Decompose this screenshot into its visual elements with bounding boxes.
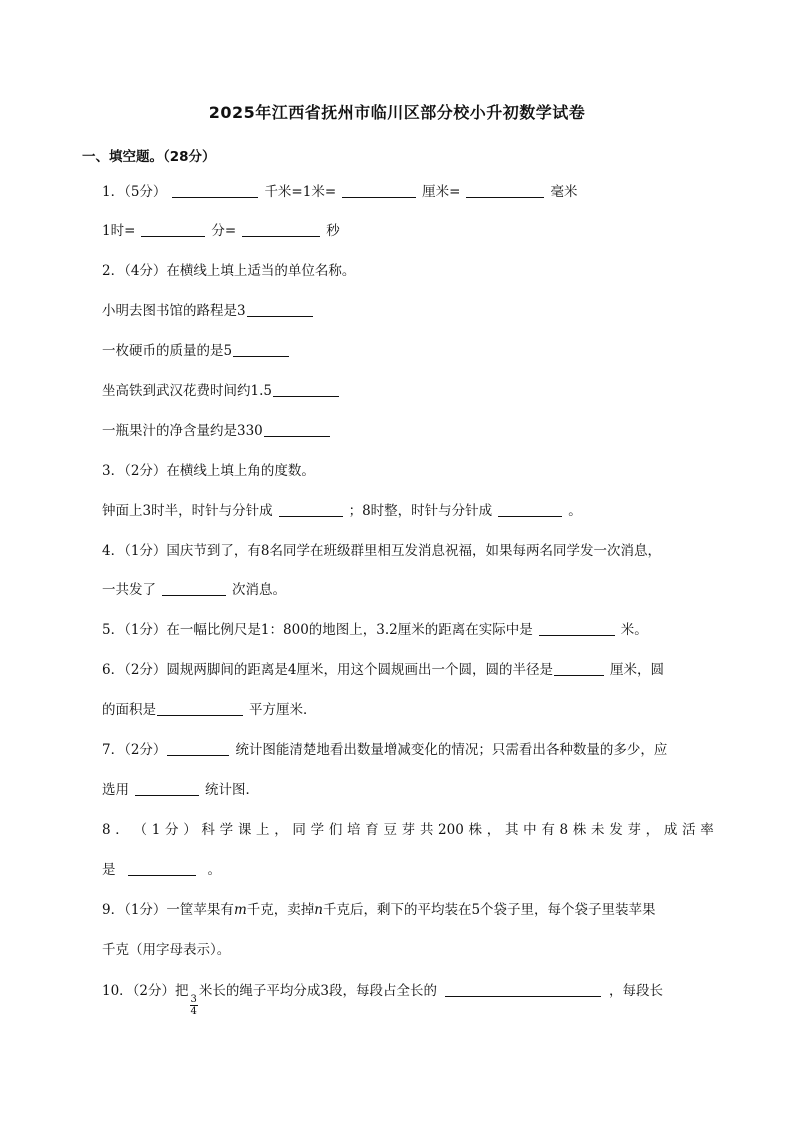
q8-char: 上 bbox=[256, 822, 270, 838]
variable-m: m bbox=[233, 902, 247, 918]
answer-blank[interactable] bbox=[162, 581, 226, 596]
q3-text: 钟面上3时半，时针与分针成 bbox=[102, 503, 273, 519]
q1-prefix: 1．（5分） bbox=[102, 184, 167, 200]
q6-text: 的面积是 bbox=[102, 702, 156, 718]
question-6-line-2 bbox=[102, 700, 317, 720]
q7-text: 7．（2分） bbox=[102, 742, 167, 758]
question-2-prompt: 2．（4分）在横线上填上适当的单位名称。 bbox=[102, 263, 356, 279]
answer-blank[interactable] bbox=[264, 422, 330, 437]
answer-blank[interactable] bbox=[242, 222, 320, 237]
answer-blank[interactable] bbox=[498, 502, 562, 517]
q1-text: 分= bbox=[211, 223, 237, 239]
question-8-line-1 bbox=[102, 820, 714, 840]
q8-char: 豆 bbox=[383, 822, 397, 838]
question-7-line-1 bbox=[102, 740, 667, 760]
question-7-line-2 bbox=[102, 780, 259, 800]
q8-char: 活 bbox=[682, 822, 696, 838]
question-8-line-2 bbox=[102, 860, 221, 880]
q8-char: 芽 bbox=[627, 822, 641, 838]
q8-char: 中 bbox=[523, 822, 537, 838]
q6-text: 平方厘米． bbox=[249, 702, 317, 718]
q7-text: 统计图能清楚地看出数量增减变化的情况；只需看出各种数量的多少，应 bbox=[235, 742, 668, 758]
q8-char: 同 bbox=[292, 822, 306, 838]
q8-char: 科 bbox=[201, 822, 215, 838]
q5-text: 5．（1分）在一幅比例尺是1：800的地图上，3.2厘米的距离在实际中是 bbox=[102, 622, 533, 638]
q3-text: 。 bbox=[568, 503, 582, 519]
fraction-denominator: 4 bbox=[190, 1006, 197, 1017]
q8-char: 8 bbox=[559, 822, 569, 838]
q9-text: 9．（1分）一筐苹果有 bbox=[102, 902, 234, 918]
q8-char: 培 bbox=[347, 822, 361, 838]
q8-char: 8 bbox=[102, 822, 111, 838]
answer-blank[interactable] bbox=[279, 502, 343, 517]
answer-blank[interactable] bbox=[135, 781, 199, 796]
q8-char: （ bbox=[133, 822, 147, 838]
q8-char: 率 bbox=[700, 822, 714, 838]
q1-text: 毫米 bbox=[550, 184, 578, 200]
q8-char: 株 bbox=[468, 822, 483, 838]
q10-text: ，每段长 bbox=[609, 983, 663, 999]
q8-char: 发 bbox=[609, 822, 623, 838]
q9-text: 千克，卖掉 bbox=[246, 902, 315, 918]
q8-char: 共 bbox=[419, 822, 434, 838]
question-1-line-2 bbox=[102, 221, 340, 241]
q1-text: 千米=1米= bbox=[264, 184, 337, 200]
q6-text: 厘米，圆 bbox=[610, 662, 665, 678]
answer-blank[interactable] bbox=[172, 183, 258, 198]
q8-char: ， bbox=[645, 822, 660, 838]
q8-char: 株 bbox=[572, 822, 587, 838]
answer-blank[interactable] bbox=[233, 342, 289, 357]
q10-text: 米长的绳子平均分成3段，每段占全长的 bbox=[198, 983, 437, 999]
q5-text: 米。 bbox=[620, 622, 648, 638]
question-6-line-1 bbox=[102, 660, 664, 680]
q1-text: 1时= bbox=[102, 223, 136, 239]
q4-text: 一共发了 bbox=[102, 582, 156, 598]
question-5 bbox=[102, 620, 648, 640]
q8-char: 课 bbox=[237, 822, 252, 838]
q8-char: 其 bbox=[504, 822, 519, 838]
q2-text: 坐高铁到武汉花费时间约1.5 bbox=[102, 383, 272, 399]
question-9-line-2 bbox=[102, 940, 230, 960]
answer-blank[interactable] bbox=[128, 861, 196, 876]
q8-char: 成 bbox=[663, 822, 678, 838]
answer-blank[interactable] bbox=[167, 741, 229, 756]
q8-char: 200 bbox=[438, 822, 464, 838]
q8-char: ， bbox=[486, 822, 501, 838]
q1-text: 厘米= bbox=[422, 184, 461, 200]
question-2-item bbox=[102, 421, 336, 441]
answer-blank[interactable] bbox=[466, 183, 544, 198]
q8-char: ， bbox=[274, 822, 288, 838]
answer-blank[interactable] bbox=[141, 222, 205, 237]
answer-blank[interactable] bbox=[342, 183, 416, 198]
question-4-line-2 bbox=[102, 580, 286, 600]
q8-char: 1 bbox=[151, 822, 161, 838]
answer-blank[interactable] bbox=[445, 982, 601, 997]
q7-text: 选用 bbox=[102, 782, 129, 798]
q2-text: 一瓶果汁的净含量约是330 bbox=[102, 423, 263, 439]
q6-text: 6．（2分）圆规两脚间的距离是4厘米，用这个圆规画出一个圆，圆的半径是 bbox=[102, 662, 554, 678]
q2-text: 小明去图书馆的路程是3 bbox=[102, 303, 246, 319]
q10-text: 10．（2分）把 bbox=[102, 983, 189, 999]
q8-char: 育 bbox=[365, 822, 379, 838]
question-3-prompt: 3．（2分）在横线上填上角的度数。 bbox=[102, 463, 315, 479]
q9-text: 千克（用字母表示）。 bbox=[102, 942, 231, 958]
q1-text: 秒 bbox=[326, 223, 340, 239]
answer-blank[interactable] bbox=[247, 302, 313, 317]
question-9-line-1 bbox=[102, 900, 656, 920]
variable-n: n bbox=[314, 902, 323, 918]
q3-text: ；8时整，时针与分针成 bbox=[348, 503, 493, 519]
fraction-three-quarters bbox=[190, 994, 198, 1017]
answer-blank[interactable] bbox=[157, 701, 243, 716]
question-3-item bbox=[102, 501, 582, 521]
q8-char: 学 bbox=[219, 822, 234, 838]
q8-text: 。 bbox=[207, 862, 221, 878]
question-2-item bbox=[102, 381, 345, 401]
section-heading: 一、填空题。（28分） bbox=[82, 149, 216, 165]
answer-blank[interactable] bbox=[539, 621, 615, 636]
q8-char: ） bbox=[183, 822, 197, 838]
q7-text: 统计图． bbox=[205, 782, 259, 798]
page-title: 2025年江西省抚州市临川区部分校小升初数学试卷 bbox=[208, 103, 586, 122]
q8-char: 未 bbox=[591, 822, 605, 838]
question-2-item bbox=[102, 341, 295, 361]
q8-char: 学 bbox=[310, 822, 325, 838]
q8-char: ． bbox=[115, 822, 129, 838]
answer-blank[interactable] bbox=[554, 661, 604, 676]
fraction-numerator: 3 bbox=[190, 994, 197, 1005]
q8-char: 有 bbox=[541, 822, 555, 838]
q8-char: 们 bbox=[328, 822, 343, 838]
q8-text: 是 bbox=[102, 862, 116, 878]
question-2-item bbox=[102, 301, 319, 321]
q4-text: 次消息。 bbox=[232, 582, 286, 598]
question-4-line-1: 4．（1分）国庆节到了，有8名同学在班级群里相互发消息祝福，如果每两名同学发一次消息， bbox=[102, 543, 662, 559]
q2-text: 一枚硬币的质量的是5 bbox=[102, 343, 233, 359]
q9-text: 千克后，剩下的平均装在5个袋子里，每个袋子里装苹果 bbox=[322, 902, 656, 918]
question-10-line-1 bbox=[102, 981, 663, 1017]
question-1-line-1 bbox=[102, 182, 577, 202]
q8-char: 芽 bbox=[401, 822, 416, 838]
q8-char: 分 bbox=[165, 822, 179, 838]
answer-blank[interactable] bbox=[273, 382, 339, 397]
